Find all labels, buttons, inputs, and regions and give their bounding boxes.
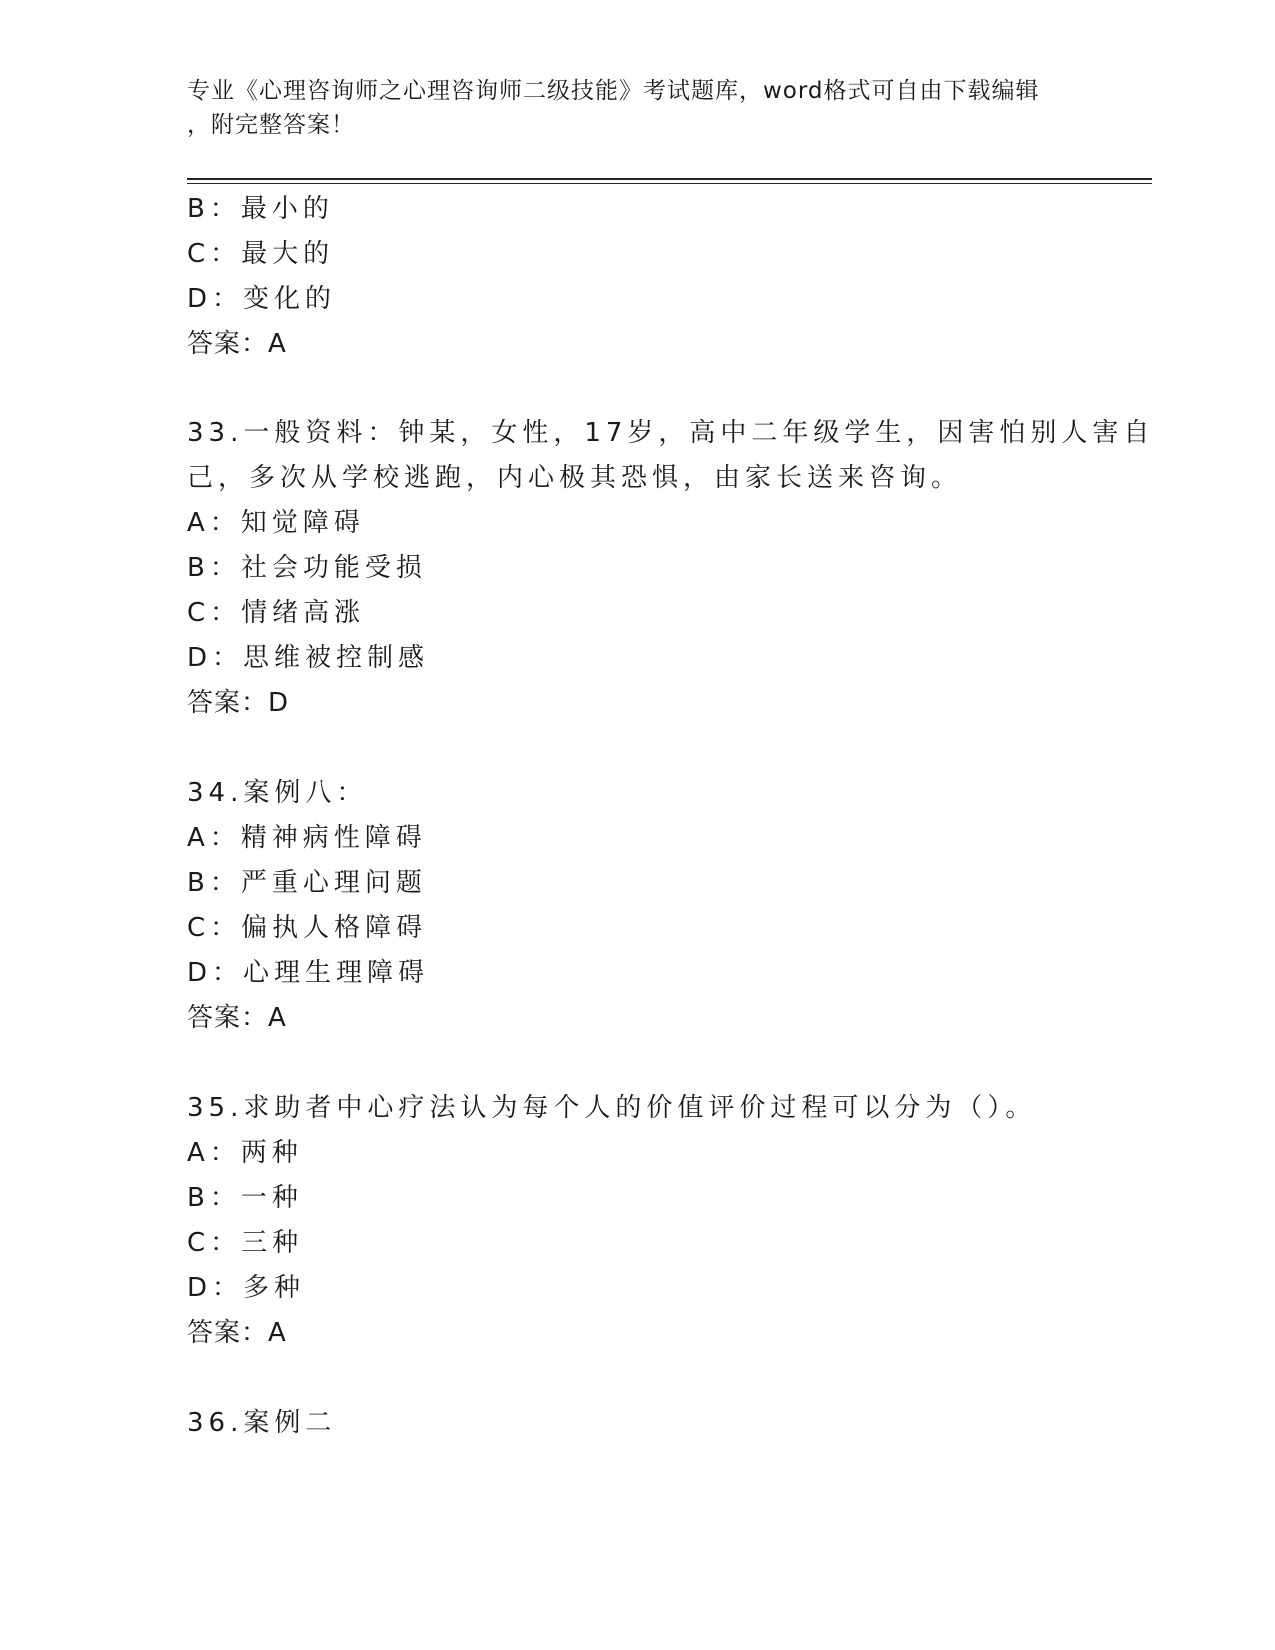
header-divider-thick: [187, 178, 1152, 180]
q36-stem: 36.案例二: [187, 1408, 337, 1438]
q33-option-c: C：情绪高涨: [187, 598, 366, 628]
q32-answer: 答案：A: [187, 329, 287, 359]
header-divider-thin: [187, 183, 1152, 184]
q32-option-c: C：最大的: [187, 239, 335, 269]
q34-option-c: C：偏执人格障碍: [187, 913, 428, 943]
document-header: [187, 74, 1077, 142]
header-line-1: 专业《心理咨询师之心理咨询师二级技能》考试题库，word格式可自由下载编辑: [187, 78, 1040, 104]
q35-option-a: A：两种: [187, 1138, 303, 1168]
q33-option-a: A：知觉障碍: [187, 508, 365, 538]
q35-option-b: B：一种: [187, 1183, 303, 1213]
q33-stem-line-1: 33.一般资料：钟某，女性，17岁，高中二年级学生，因害怕别人害自: [187, 418, 1155, 448]
q33-option-b: B：社会功能受损: [187, 553, 427, 583]
q33-stem-line-2: 己，多次从学校逃跑，内心极其恐惧，由家长送来咨询。: [187, 463, 963, 493]
q34-option-d: D：心理生理障碍: [187, 958, 430, 988]
q35-answer: 答案：A: [187, 1318, 287, 1348]
q34-option-a: A：精神病性障碍: [187, 823, 427, 853]
q35-option-c: C：三种: [187, 1228, 304, 1258]
q34-answer: 答案：A: [187, 1003, 287, 1033]
header-line-2: ，附完整答案！: [187, 112, 355, 138]
q32-option-d: D：变化的: [187, 284, 337, 314]
q35-option-d: D：多种: [187, 1273, 306, 1303]
q34-stem: 34.案例八：: [187, 778, 368, 808]
q33-answer: 答案：D: [187, 688, 290, 718]
q33-option-d: D：思维被控制感: [187, 643, 430, 673]
q35-stem: 35.求助者中心疗法认为每个人的价值评价过程可以分为（）。: [187, 1093, 1037, 1123]
q34-option-b: B：严重心理问题: [187, 868, 427, 898]
q32-option-b: B：最小的: [187, 194, 334, 224]
